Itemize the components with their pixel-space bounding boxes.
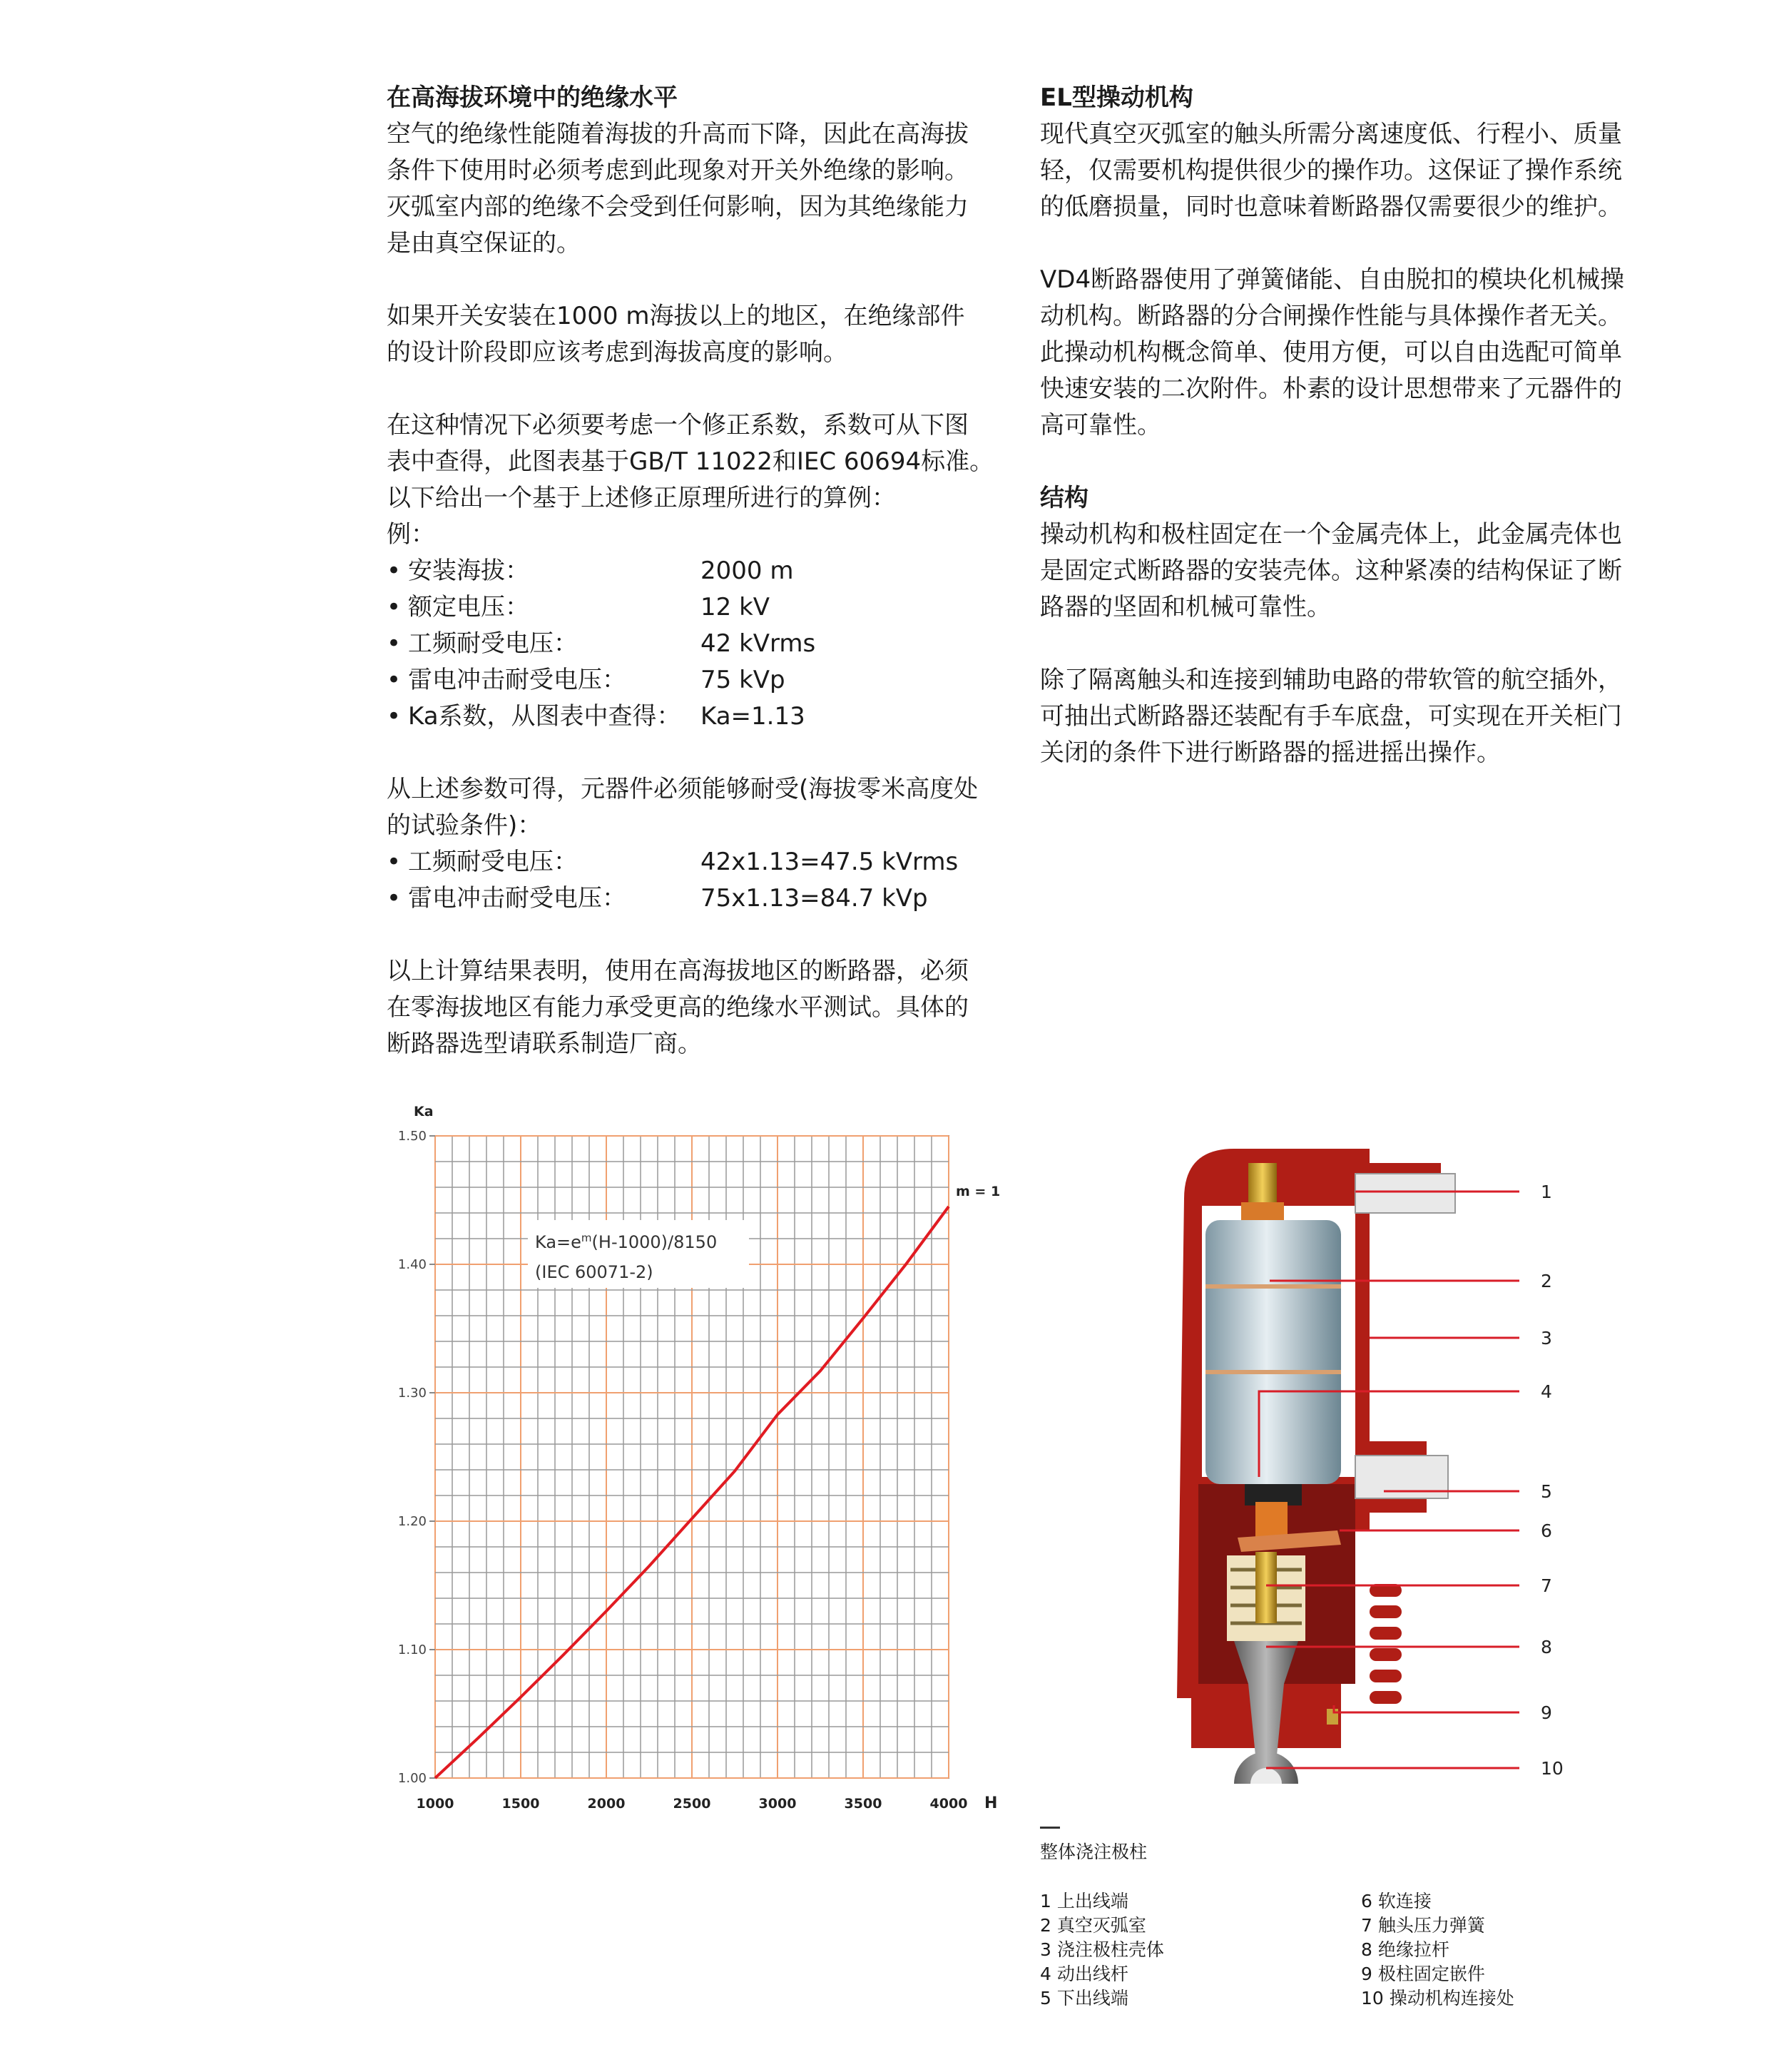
- caption-rule: [1040, 1827, 1060, 1829]
- text-line: 灭弧室内部的绝缘不会受到任何影响，因为其绝缘能力: [387, 193, 969, 221]
- x-axis-label: H: [984, 1794, 998, 1812]
- x-tick-label: 1000: [416, 1796, 454, 1812]
- right-column: [1040, 80, 1668, 771]
- text-line: 可抽出式断路器还装配有手车底盘，可实现在开关柜门: [1040, 702, 1622, 731]
- list-item: • 工频耐受电压： 42 kVrms: [387, 629, 816, 658]
- list-item: • 工频耐受电压： 42x1.13=47.5 kVrms: [387, 848, 959, 876]
- altitude-para-3: [387, 407, 1014, 553]
- text-line: 在这种情况下必须要考虑一个修正系数，系数可从下图: [387, 411, 969, 440]
- list-item: • 雷电冲击耐受电压： 75x1.13=84.7 kVp: [387, 884, 928, 913]
- text-line: 的试验条件)：: [387, 811, 542, 840]
- formula-text: $Ka=e^m(H-1000)/8150$: [535, 1231, 718, 1252]
- mechanism-section-title: EL型操动机构: [1040, 83, 1193, 112]
- y-tick-label: 1.10: [397, 1642, 427, 1657]
- legend-item: 2 真空灭弧室: [1040, 1915, 1146, 1936]
- altitude-para-4: [387, 771, 1014, 844]
- callout-number: 6: [1541, 1520, 1552, 1541]
- callout-numbers: [1541, 1182, 1564, 1779]
- legend-right-list: [1361, 1889, 1682, 2011]
- callout-number: 7: [1541, 1575, 1552, 1596]
- text-line: 以上计算结果表明，使用在高海拔地区的断路器，必须: [387, 957, 969, 985]
- callout-leader: [1334, 1705, 1519, 1712]
- list-item: • 雷电冲击耐受电压： 75 kVp: [387, 666, 785, 694]
- legend-item: 4 动出线杆: [1040, 1964, 1128, 1984]
- left-column: [387, 80, 1014, 1062]
- embedded-pole-illustration: [1141, 1142, 1641, 1784]
- text-line: 的设计阶段即应该考虑到海拔高度的影响。: [387, 338, 847, 367]
- legend-item: 3 浇注极柱壳体: [1040, 1939, 1164, 1960]
- example-list: [387, 553, 1014, 735]
- structure-para-1: [1040, 517, 1668, 626]
- legend-item: 10 操动机构连接处: [1361, 1988, 1514, 2008]
- altitude-section-title: 在高海拔环境中的绝缘水平: [387, 83, 678, 112]
- text-line: 断路器选型请联系制造厂商。: [387, 1030, 702, 1058]
- text-line: 操动机构和极柱固定在一个金属壳体上，此金属壳体也: [1040, 520, 1622, 549]
- legend-left-list: [1040, 1889, 1361, 2011]
- text-line: 路器的坚固和机械可靠性。: [1040, 593, 1331, 621]
- mechanism-para-1: [1040, 116, 1668, 225]
- x-tick-label: 3500: [844, 1796, 882, 1812]
- legend-item: 8 绝缘拉杆: [1361, 1939, 1449, 1960]
- mechanism-para-2: [1040, 262, 1668, 444]
- y-tick-label: 1.30: [397, 1386, 427, 1401]
- text-line: 以下给出一个基于上述修正原理所进行的算例：: [387, 484, 896, 512]
- list-item: • 安装海拔： 2000 m: [387, 557, 794, 585]
- text-line: 此操动机构概念简单、使用方便，可以自由选配可简单: [1040, 338, 1622, 367]
- legend-item: 9 极柱固定嵌件: [1361, 1964, 1485, 1984]
- text-line: VD4断路器使用了弹簧储能、自由脱扣的模块化机械操: [1040, 265, 1625, 294]
- contact-spring: [1227, 1552, 1305, 1641]
- callout-number: 3: [1541, 1328, 1552, 1349]
- callout-number: 10: [1541, 1758, 1564, 1779]
- x-tick-label: 4000: [929, 1796, 968, 1812]
- altitude-correction-chart: [371, 1099, 1027, 1841]
- text-line: 除了隔离触头和连接到辅助电路的带软管的航空插外，: [1040, 666, 1622, 694]
- text-line: 是固定式断路器的安装壳体。这种紧凑的结构保证了断: [1040, 557, 1622, 585]
- y-tick-label: 1.20: [397, 1514, 427, 1529]
- structure-section-title: 结构: [1040, 484, 1089, 512]
- callout-number: 9: [1541, 1702, 1552, 1723]
- formula-source-text: (IEC 60071-2): [535, 1262, 653, 1282]
- fixing-insert: [1327, 1709, 1338, 1725]
- text-line: 动机构。断路器的分合闸操作性能与具体操作者无关。: [1040, 302, 1622, 330]
- altitude-para-2: [387, 298, 1014, 371]
- chart-annotation-box: [528, 1220, 749, 1288]
- text-line: 是由真空保证的。: [387, 229, 581, 258]
- x-tick-label: 3000: [758, 1796, 797, 1812]
- text-line: 关闭的条件下进行断路器的摇进摇出操作。: [1040, 738, 1501, 767]
- series-label: m = 1: [956, 1184, 1001, 1199]
- y-tick-label: 1.40: [397, 1257, 427, 1272]
- callout-number: 4: [1541, 1381, 1552, 1402]
- text-line: 轻，仅需要机构提供很少的操作功。这保证了操作系统: [1040, 156, 1622, 185]
- result-list: [387, 844, 1014, 917]
- altitude-para-5: [387, 953, 1014, 1062]
- altitude-para-1: [387, 116, 1014, 262]
- example-label: 例：: [387, 520, 435, 549]
- list-item: • Ka系数，从图表中查得： Ka=1.13: [387, 702, 805, 731]
- text-line: 空气的绝缘性能随着海拔的升高而下降，因此在高海拔: [387, 120, 969, 148]
- callout-number: 1: [1541, 1182, 1552, 1202]
- legend-item: 1 上出线端: [1040, 1891, 1128, 1911]
- callout-number: 2: [1541, 1271, 1552, 1291]
- x-tick-label: 2000: [587, 1796, 626, 1812]
- y-axis-label: Ka: [414, 1104, 434, 1119]
- vacuum-interrupter: [1205, 1220, 1341, 1484]
- text-line: 的低磨损量，同时也意味着断路器仅需要很少的维护。: [1040, 193, 1622, 221]
- legend-item: 7 触头压力弹簧: [1361, 1915, 1485, 1936]
- x-tick-label: 2500: [673, 1796, 711, 1812]
- text-line: 快速安装的二次附件。朴素的设计思想带来了元器件的: [1040, 375, 1622, 403]
- pole-legend: [1040, 1889, 1682, 2011]
- text-line: 现代真空灭弧室的触头所需分离速度低、行程小、质量: [1040, 120, 1622, 148]
- list-item: • 额定电压： 12 kV: [387, 593, 770, 621]
- y-tick-label: 1.00: [397, 1771, 427, 1786]
- pole-caption: 整体浇注极柱: [1040, 1842, 1148, 1862]
- text-line: 条件下使用时必须考虑到此现象对开关外绝缘的影响。: [387, 156, 969, 185]
- legend-item: 5 下出线端: [1040, 1988, 1128, 2008]
- text-line: 表中查得，此图表基于GB/T 11022和IEC 60694标准。: [387, 447, 994, 476]
- text-line: 高可靠性。: [1040, 411, 1161, 440]
- structure-para-2: [1040, 662, 1668, 771]
- y-tick-label: 1.50: [397, 1129, 427, 1144]
- text-line: 如果开关安装在1000 m海拔以上的地区，在绝缘部件: [387, 302, 965, 330]
- text-line: 从上述参数可得，元器件必须能够耐受(海拔零米高度处: [387, 775, 979, 803]
- legend-item: 6 软连接: [1361, 1891, 1432, 1911]
- x-tick-label: 1500: [501, 1796, 540, 1812]
- pole-caption-block: [1040, 1827, 1147, 1864]
- callout-number: 8: [1541, 1637, 1552, 1657]
- text-line: 在零海拔地区有能力承受更高的绝缘水平测试。具体的: [387, 993, 969, 1022]
- callout-number: 5: [1541, 1481, 1552, 1502]
